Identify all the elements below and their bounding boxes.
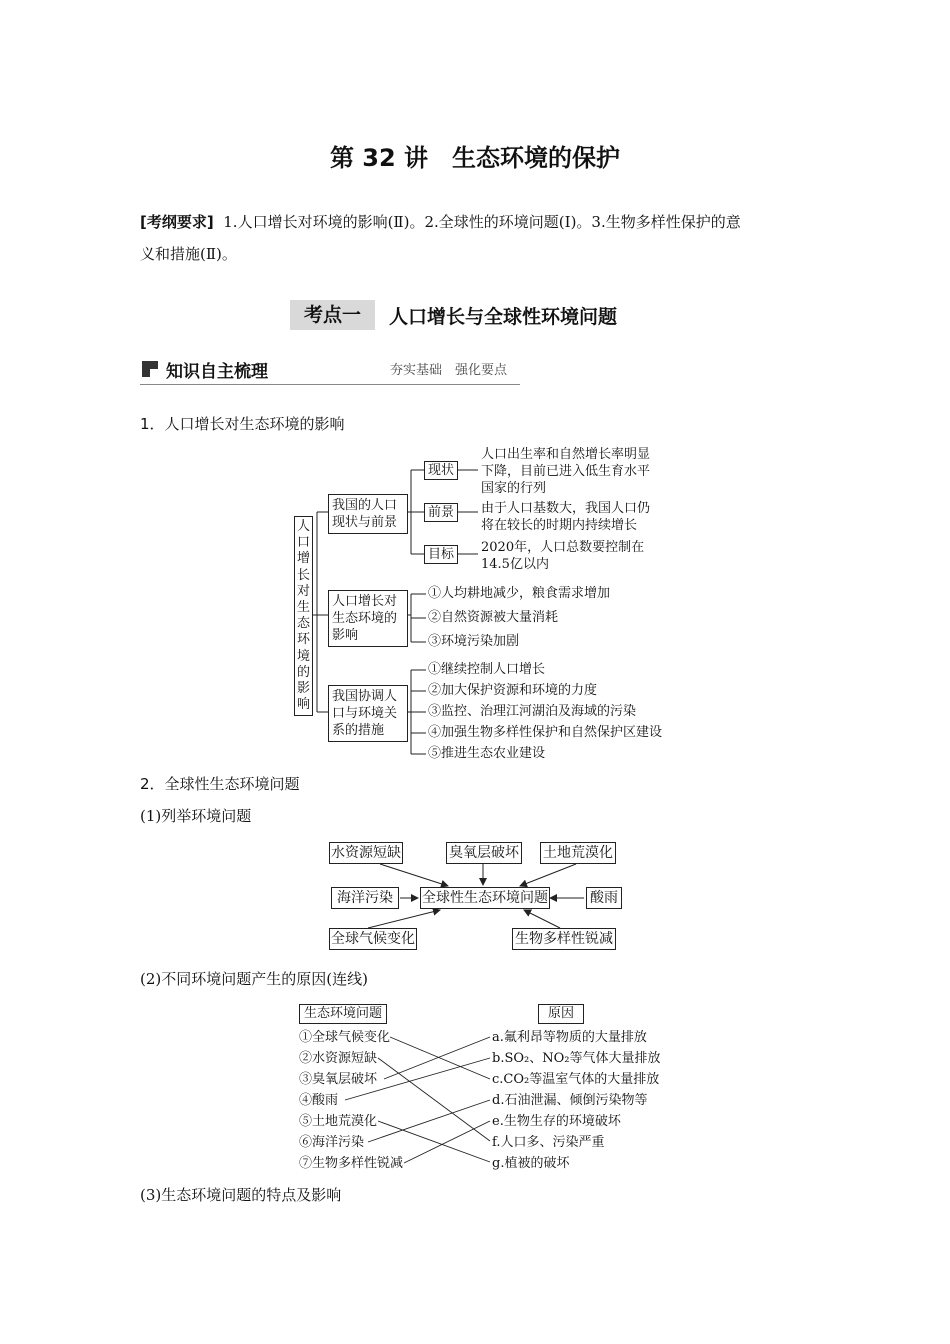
tree-g2-item-1: ①人均耕地减少，粮食需求增加 (428, 586, 611, 601)
heading-1: 1．人口增长对生态环境的影响 (140, 415, 345, 433)
tree-item-goal: 目标 (424, 545, 458, 564)
matching-left-1: ①全球气候变化 (299, 1030, 391, 1045)
section-subtitle: 夯实基础 强化要点 (390, 363, 508, 378)
matching-right-a: a.氟利昂等物质的大量排放 (492, 1030, 647, 1045)
tree-root: 人 口 增 长 对 生 态 环 境 的 影 响 (294, 516, 313, 716)
issue-ozone-depletion: 臭氧层破坏 (446, 842, 522, 864)
tree-g2-item-3: ③环境污染加剧 (428, 634, 520, 649)
requirements-text-2: 义和措施(Ⅱ)。 (140, 245, 237, 263)
matching-left-4: ④酸雨 (299, 1093, 339, 1108)
matching-right-g: g.植被的破坏 (492, 1156, 570, 1171)
tree-g3-item-4: ④加强生物多样性保护和自然保护区建设 (428, 725, 663, 740)
tree-g3-item-2: ②加大保护资源和环境的力度 (428, 683, 598, 698)
matching-right-d: d.石油泄漏、倾倒污染物等 (492, 1093, 648, 1108)
requirements-label: [考纲要求] (140, 213, 214, 231)
matching-right-f: f.人口多、污染严重 (492, 1135, 605, 1150)
tree-desc-goal: 2020年，人口总数要控制在 14.5亿以内 (481, 540, 645, 572)
matching-left-3: ③臭氧层破坏 (299, 1072, 378, 1087)
tree-group-3: 我国协调人 口与环境关 系的措施 (328, 685, 408, 742)
matching-right-e: e.生物生存的环境破坏 (492, 1114, 621, 1129)
matching-right-header: 原因 (538, 1004, 584, 1024)
tree-g2-item-2: ②自然资源被大量消耗 (428, 610, 559, 625)
tree-group-2: 人口增长对 生态环境的 影响 (328, 590, 408, 647)
issue-desertification: 土地荒漠化 (540, 842, 616, 864)
requirements-text-1: 1.人口增长对环境的影响(Ⅱ)。2.全球性的环境问题(Ⅰ)。3.生物多样性保护的意 (223, 213, 741, 231)
matching-left-7: ⑦生物多样性锐减 (299, 1156, 404, 1171)
matching-right-c: c.CO₂等温室气体的大量排放 (492, 1072, 660, 1087)
tree-group-1: 我国的人口 现状与前景 (328, 494, 408, 534)
subheading-1: (1)列举环境问题 (140, 807, 252, 825)
issue-climate-change: 全球气候变化 (329, 928, 417, 950)
issue-acid-rain: 酸雨 (586, 887, 622, 909)
subheading-3: (3)生态环境问题的特点及影响 (140, 1186, 342, 1204)
matching-left-header: 生态环境问题 (299, 1004, 387, 1024)
section-name: 知识自主梳理 (166, 362, 268, 382)
page-title: 第 32 讲 生态环境的保护 (329, 144, 621, 172)
tree-g3-item-1: ①继续控制人口增长 (428, 662, 546, 677)
issue-water-shortage: 水资源短缺 (329, 842, 403, 864)
matching-left-5: ⑤土地荒漠化 (299, 1114, 378, 1129)
global-issues-center: 全球性生态环境问题 (420, 887, 550, 909)
topic-tag: 考点一 (290, 300, 375, 330)
matching-right-b: b.SO₂、NO₂等气体大量排放 (492, 1051, 661, 1066)
tree-desc-status: 人口出生率和自然增长率明显 下降，目前已进入低生育水平 国家的行列 (481, 447, 651, 496)
topic-title: 人口增长与全球性环境问题 (389, 305, 618, 328)
tree-g3-item-3: ③监控、治理江河湖泊及海域的污染 (428, 704, 637, 719)
tree-desc-prospect: 由于人口基数大，我国人口仍 将在较长的时期内持续增长 (481, 501, 651, 533)
issue-biodiversity-loss: 生物多样性锐减 (512, 928, 616, 950)
tree-item-prospect: 前景 (424, 503, 458, 522)
tree-g3-item-5: ⑤推进生态农业建设 (428, 746, 546, 761)
matching-left-2: ②水资源短缺 (299, 1051, 378, 1066)
issue-ocean-pollution: 海洋污染 (331, 887, 399, 909)
tree-item-status: 现状 (424, 461, 458, 480)
subheading-2: (2)不同环境问题产生的原因(连线) (140, 970, 368, 988)
heading-2: 2．全球性生态环境问题 (140, 775, 300, 793)
matching-left-6: ⑥海洋污染 (299, 1135, 365, 1150)
